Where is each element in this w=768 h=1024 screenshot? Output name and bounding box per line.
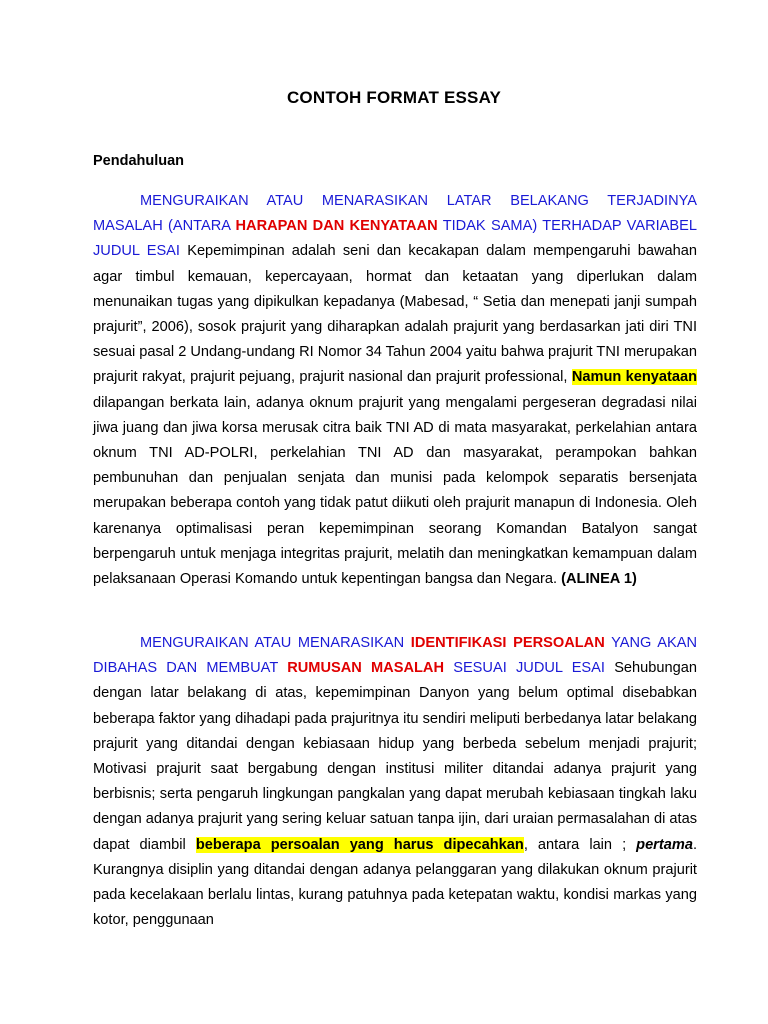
paragraph-2 [93,631,697,933]
section-heading: Pendahuluan [93,153,185,169]
instruction-emphasis: RUMUSAN MASALAH [287,660,444,677]
body-text: dilapangan berkata lain, adanya oknum prajurit yang mengalami pergeseran degradasi nilai jiwa juang dan jiwa korsa merusak citra baik TNI AD di mata masyarakat, perkelahian antara oknum TNI AD-POLRI, perkelahian TNI AD dan masyarakat, perampokan bahkan pembunuhan dan penjualan senjata dan munisi pada kelompok separatis bersenjata merupakan beberapa contoh yang tidak patut diikuti oleh prajurit manapun di Indonesia. Oleh karenanya optimalisasi peran kepemimpinan seorang Komandan Batalyon sangat berpengaruh untuk menjaga integritas prajurit, melatih dan meningkatkan kemampuan dalam pelaksanaan Operasi Komando untuk kepentingan bangsa dan Negara. [93,394,697,588]
paragraph-1 [93,189,697,592]
instruction-text: MENGURAIKAN ATAU MENARASIKAN LATAR BELAKANG TERJADINYA MASALAH (ANTARA [93,193,697,235]
body-text: Sehubungan dengan latar belakang di atas, kepemimpinan Danyon yang belum optimal disebabkan beberapa faktor yang dihadapi pada prajuritnya itu sendiri meliputi berbedanya latar belakang prajurit yang ditandai dengan kebiasaan hidup yang berbeda sebelum menjadi prajurit; Motivasi prajurit saat bergabung dengan institusi militer ditandai adanya prajurit yang berbisnis; serta pengaruh lingkungan pangkalan yang dapat merubah kebiasaan tingkah laku dengan adanya prajurit yang sering keluar satuan tanpa ijin, dari uraian permasalahan di atas dapat diambil [93,660,697,853]
highlighted-text: beberapa persoalan yang harus dipecahkan [195,836,524,853]
body-text: Kepemimpinan adalah seni dan kecakapan dalam mempengaruhi bawahan agar timbul kemauan, kepercayaan, hormat dan ketaatan yang diperlukan dalam menunaikan tugas yang dipikulkan kepadanya (Mabesad, “ Setia dan menepati janji sumpah prajurit”, 2006), sosok prajurit yang diharapkan adalah prajurit yang berdasarkan jati diri TNI sesuai pasal 2 Undang-undang RI Nomor 34 Tahun 2004 yaitu bahwa prajurit TNI merupakan prajurit rakyat, prajurit pejuang, prajurit nasional dan prajurit professional, [93,243,697,386]
emphasis-text: pertama [636,836,693,853]
body-text: , antara lain ; [523,836,637,853]
highlighted-text: Namun kenyataan [571,369,698,386]
document-title: CONTOH FORMAT ESSAY [286,88,502,107]
instruction-text: YANG AKAN DIBAHAS DAN MEMBUAT [93,635,697,677]
body-text: . Kurangnya disiplin yang ditandai dengan adanya pelanggaran yang dilakukan oknum prajurit pada kecelakaan berlalu lintas, kurang patuhnya pada ketepatan waktu, kondisi markas yang kotor, penggunaan [93,836,697,929]
instruction-text: TIDAK SAMA) TERHADAP VARIABEL JUDUL ESAI [93,218,697,260]
instruction-text: SESUAI JUDUL ESAI [443,660,605,677]
instruction-text: MENGURAIKAN ATAU MENARASIKAN [140,635,411,651]
instruction-emphasis: IDENTIFIKASI PERSOALAN [410,635,605,651]
paragraph-tag: (ALINEA 1) [561,571,637,588]
instruction-emphasis: HARAPAN DAN KENYATAAN [235,218,438,235]
